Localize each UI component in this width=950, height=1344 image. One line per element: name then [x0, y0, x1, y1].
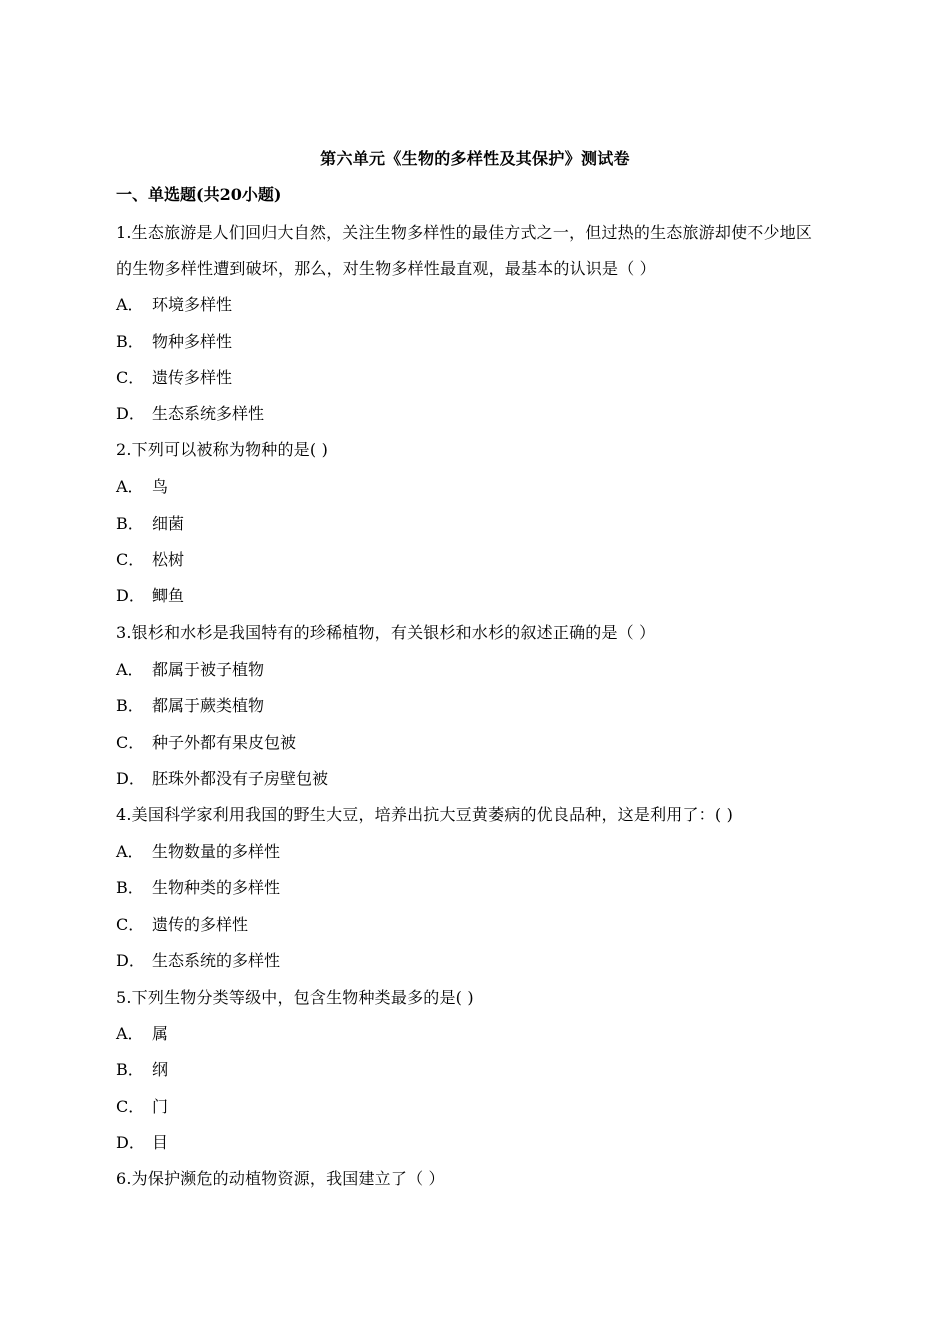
question-2-option-c[interactable] [116, 547, 184, 570]
option-text: 都属于被子植物 [152, 660, 265, 679]
option-letter: A． [116, 477, 144, 496]
option-text: 属 [152, 1024, 169, 1043]
option-text: 纲 [152, 1060, 169, 1079]
question-3-line-1: 3.银杉和水杉是我国特有的珍稀植物，有关银杉和水杉的叙述正确的是（ ） [116, 623, 656, 642]
option-text: 生态系统多样性 [152, 404, 265, 423]
option-text: 物种多样性 [152, 332, 233, 351]
option-letter: A． [116, 1024, 144, 1043]
option-letter: B． [116, 332, 144, 351]
question-3-option-c[interactable] [116, 730, 296, 753]
section-heading: 一、单选题(共20小题) [116, 185, 282, 204]
option-letter: D． [116, 951, 145, 970]
option-text: 生态系统的多样性 [152, 951, 281, 970]
question-4-option-b[interactable] [116, 875, 280, 898]
option-letter: C． [116, 550, 145, 569]
option-letter: D． [116, 1133, 145, 1152]
page-title: 第六单元《生物的多样性及其保护》测试卷 [320, 149, 630, 168]
question-1-option-b[interactable] [116, 329, 232, 352]
option-text: 生物数量的多样性 [152, 842, 281, 861]
option-text: 遗传多样性 [152, 368, 233, 387]
option-letter: C． [116, 733, 145, 752]
option-text: 目 [152, 1133, 169, 1152]
option-text: 门 [152, 1097, 169, 1116]
option-letter: B． [116, 878, 144, 897]
option-text: 环境多样性 [152, 295, 233, 314]
question-1-line-2: 的生物多样性遭到破坏，那么，对生物多样性最直观，最基本的认识是（ ） [116, 259, 656, 278]
question-5-option-d[interactable] [116, 1130, 168, 1153]
question-1-line-1: 1.生态旅游是人们回归大自然，关注生物多样性的最佳方式之一，但过热的生态旅游却使不少地区 [116, 223, 813, 242]
question-6-line-1: 6.为保护濒危的动植物资源，我国建立了（ ） [116, 1169, 445, 1188]
question-1-option-d[interactable] [116, 401, 264, 424]
option-text: 细菌 [152, 514, 185, 533]
option-text: 遗传的多样性 [152, 915, 249, 934]
question-4-option-c[interactable] [116, 912, 248, 935]
option-letter: C． [116, 915, 145, 934]
question-2-option-d[interactable] [116, 583, 184, 606]
option-text: 鸟 [152, 477, 169, 496]
option-letter: B． [116, 514, 144, 533]
option-text: 生物种类的多样性 [152, 878, 281, 897]
question-1-option-c[interactable] [116, 365, 232, 388]
option-letter: A． [116, 295, 144, 314]
option-text: 都属于蕨类植物 [152, 696, 265, 715]
question-5-option-c[interactable] [116, 1094, 168, 1117]
question-5-line-1: 5.下列生物分类等级中，包含生物种类最多的是( ) [116, 988, 474, 1007]
option-text: 松树 [152, 550, 185, 569]
question-4-option-a[interactable] [116, 839, 280, 862]
option-letter: A． [116, 842, 144, 861]
question-4-option-d[interactable] [116, 948, 280, 971]
option-text: 鲫鱼 [152, 586, 185, 605]
option-text: 胚珠外都没有子房壁包被 [152, 769, 329, 788]
question-2-option-a[interactable] [116, 474, 168, 497]
question-1-option-a[interactable] [116, 292, 232, 315]
option-letter: C． [116, 368, 145, 387]
question-3-option-b[interactable] [116, 693, 264, 716]
question-2-line-1: 2.下列可以被称为物种的是( ) [116, 440, 329, 459]
question-5-option-b[interactable] [116, 1057, 168, 1080]
question-2-option-b[interactable] [116, 511, 184, 534]
option-letter: D． [116, 769, 145, 788]
option-letter: B． [116, 1060, 144, 1079]
option-letter: C． [116, 1097, 145, 1116]
question-5-option-a[interactable] [116, 1021, 168, 1044]
option-letter: D． [116, 404, 145, 423]
option-letter: D． [116, 586, 145, 605]
question-3-option-a[interactable] [116, 657, 264, 680]
option-text: 种子外都有果皮包被 [152, 733, 297, 752]
question-3-option-d[interactable] [116, 766, 328, 789]
option-letter: A． [116, 660, 144, 679]
question-4-line-1: 4.美国科学家利用我国的野生大豆，培养出抗大豆黄萎病的优良品种，这是利用了：( ) [116, 805, 734, 824]
option-letter: B． [116, 696, 144, 715]
